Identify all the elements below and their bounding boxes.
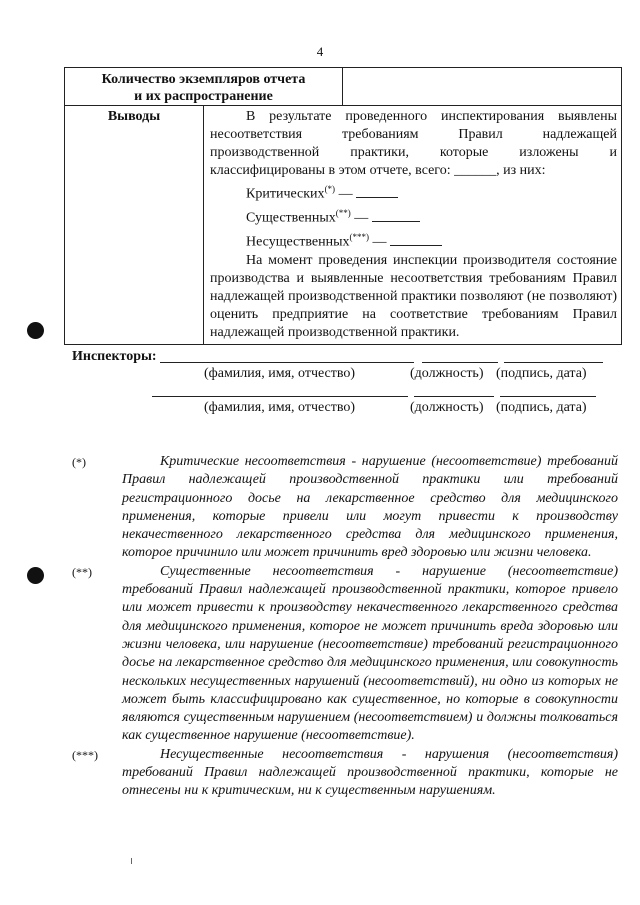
significant-count-line: [210, 204, 617, 228]
significant-mark: (**): [335, 208, 351, 219]
conclusions-final: На момент проведения инспекции производителя состояние производства и выявленные несоответствия требованиям Правил надлежащей производственной практики позволяют (не позволяют) оценить предприятие на соответствие требованиям Правил надлежащей производственной практики.: [210, 252, 617, 340]
critical-label: Критических: [246, 187, 325, 203]
critical-count-line: [210, 180, 617, 204]
signature-caption-1: (подпись, дата): [496, 366, 587, 381]
copies-label-cell: [65, 68, 343, 106]
table-row: [65, 68, 622, 106]
name-caption-2: (фамилия, имя, отчество): [204, 400, 356, 415]
insignificant-blank: [390, 233, 442, 246]
footnote-text: Критические несоответствия - нарушение (несоответствие) требований Правил надлежащей производственной практики или требований регистрационного досье на лекарственное средство для медицинского применения, которые привели или могут привести к производству некачественного лекарственного средства для медицинского применения, которое причинило или может причинить вред здоровью или жизни человека.: [122, 454, 618, 561]
table-row: [65, 106, 622, 345]
conclusions-label: Выводы: [65, 106, 204, 345]
name-line-1: [160, 362, 414, 363]
inspection-report-table: [64, 67, 622, 345]
significant-dash: —: [354, 210, 369, 226]
footnote-critical: [72, 453, 618, 563]
name-caption-1: (фамилия, имя, отчество): [204, 366, 356, 381]
insignificant-count-line: [210, 228, 617, 252]
conclusions-intro: В результате проведенного инспектирования выявлены несоответствия требованиям Правил надлежащей производственной практики, которые изложены и классифицированы в этом отчете, всего: ______, из них:: [210, 109, 617, 179]
critical-blank: [356, 185, 398, 198]
insignificant-dash: —: [372, 234, 387, 250]
position-caption-2: (должность): [410, 400, 484, 415]
inspectors-label: Инспекторы:: [72, 349, 157, 364]
inspectors-block: [72, 349, 632, 429]
signature-line-1: [504, 362, 603, 363]
footnote-text: Несущественные несоответствия - нарушения (несоответствия) требований Правил надлежащей производственной практики, которые не отнесены ни к критическим, ни к существенным нарушениям.: [122, 746, 618, 799]
signature-caption-2: (подпись, дата): [496, 400, 587, 415]
copies-label-line2: и их распространение: [134, 89, 273, 104]
position-caption-1: (должность): [410, 366, 484, 381]
name-line-2: [152, 396, 408, 397]
critical-mark: (*): [324, 184, 336, 195]
footnote-significant: [72, 563, 618, 746]
position-line-2: [414, 396, 494, 397]
binder-hole-2: [27, 567, 44, 584]
footnote-mark: (**): [72, 564, 92, 579]
signature-line-2: [500, 396, 596, 397]
position-line-1: [422, 362, 498, 363]
significant-label: Существенных: [246, 210, 336, 226]
scan-mark: [131, 858, 132, 864]
footnote-mark: (***): [72, 747, 98, 762]
footnote-insignificant: [72, 746, 618, 801]
footnote-mark: (*): [72, 455, 86, 469]
insignificant-mark: (***): [349, 231, 370, 242]
footnotes: [72, 453, 618, 801]
significant-blank: [372, 209, 420, 222]
critical-dash: —: [338, 187, 353, 203]
footnote-text: Существенные несоответствия - нарушение (несоответствие) требований Правил надлежащей производственной практики, которое привело или может привести к производству некачественного лекарственного средства для медицинского применения, которое не может причинить вреда здоровью или жизни человека, или нарушение (несоответствие) требований регистрационного досье на лекарственное средство для медицинского применения, или совокупность нескольких несущественных нарушений (несоответствий), ни одно из которых не может быть классифицировано как существенное, но которые в совокупности являются существенным нарушением (несоответствием) и должны толковаться как существенное нарушение (несоответствие).: [122, 563, 618, 744]
conclusions-text-cell: [204, 106, 622, 345]
copies-value-cell: [343, 68, 622, 106]
page-number: 4: [316, 44, 324, 59]
insignificant-label: Несущественных: [246, 234, 350, 250]
binder-hole-1: [27, 322, 44, 339]
copies-label-line1: Количество экземпляров отчета: [101, 72, 306, 87]
